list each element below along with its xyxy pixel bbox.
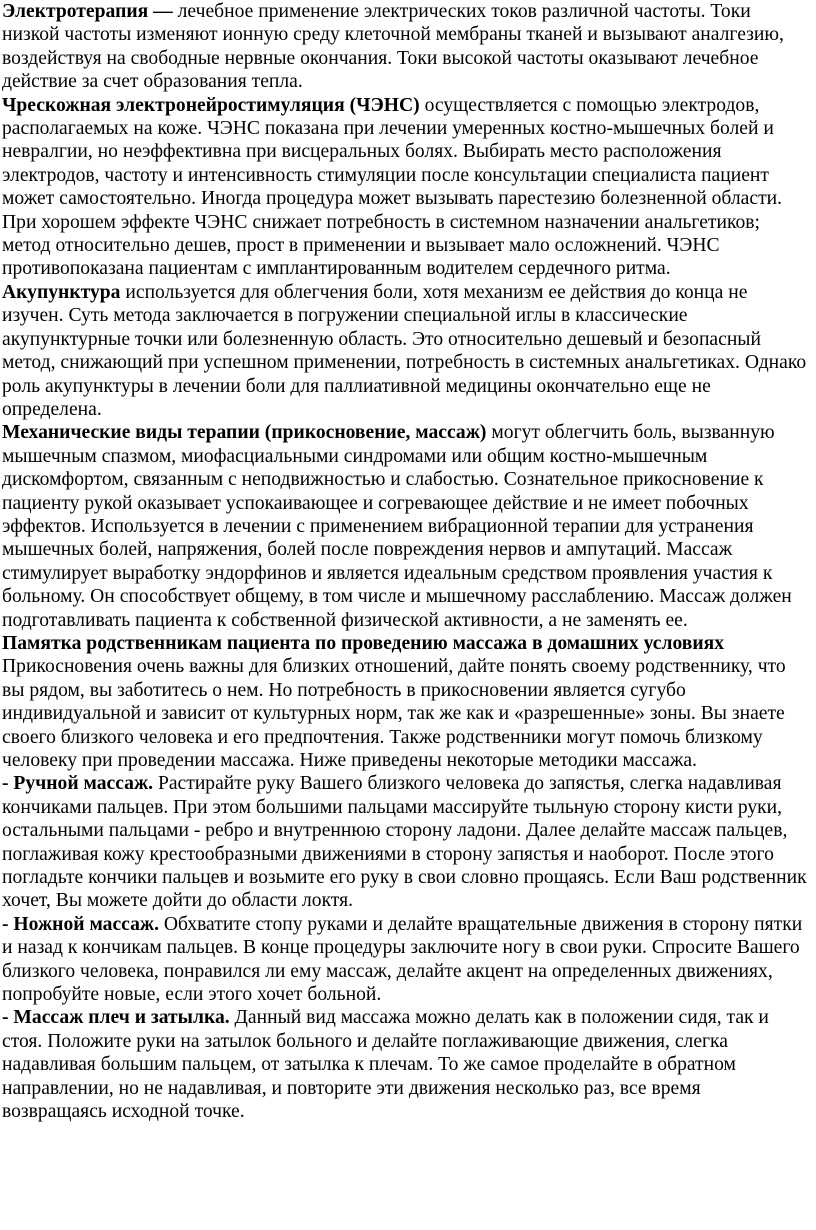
paragraph-text: Прикосновения очень важны для близких отношений, дайте понять своему родственнику, что вы рядом, вы заботитесь о нем. Но потребность в прикосновении является сугубо индивидуальной и зависит от культурных норм, так же как и «разрешенные» зоны. Вы знаете своего близкого человека и его предпочтения. Также родственники могут помочь близкому человеку при проведении массажа. Ниже приведены некоторые методики массажа. — [2, 656, 786, 771]
paragraph-electrotherapy — [2, 0, 810, 94]
paragraph-shoulder-massage — [2, 1006, 810, 1123]
memo-heading — [2, 632, 810, 655]
paragraph-mechanical-therapy — [2, 421, 810, 632]
paragraph-hand-massage — [2, 772, 810, 912]
term-acupuncture: Акупунктура — [2, 281, 121, 303]
paragraph-text: лечебное применение электрических токов различной частоты. Токи низкой частоты изменяют ионную среду клеточной мембраны тканей и вызывают аналгезию, воздействуя на свободные нервные окончания. Токи высокой частоты оказывают лечебное действие за счет образования тепла. — [2, 1, 784, 93]
paragraph-acupuncture — [2, 281, 810, 421]
paragraph-text: Данный вид массажа можно делать как в положении сидя, так и стоя. Положите руки на затылок больного и делайте поглаживающие движения, слегка надавливая большим пальцем, от затылка к плечам. То же самое проделайте в обратном направлении, но не надавливая, и повторите эти движения несколько раз, все время возвращаясь исходной точке. — [2, 1007, 769, 1123]
memo-title: Памятка родственникам пациента по проведению массажа в домашних условиях — [2, 632, 725, 654]
paragraph-text: могут облегчить боль, вызванную мышечным спазмом, миофасциальными синдромами или общим костно-мышечным дискомфортом, связанным с неподвижностью и слабостью. Сознательное прикосновение к пациенту рукой оказывает успокаивающее и согревающее действие и не имеет побочных эффектов. Используется в лечении с применением вибрационной терапии для устранения мышечных болей, напряжения, болей после повреждения нервов и ампутаций. Массаж стимулирует выработку эндорфинов и является идеальным средством проявления участия к больному. Он способствует общему, в том числе и мышечному расслаблению. Массаж должен подготавливать пациента к собственной физической активности, а не заменять ее. — [2, 422, 792, 631]
term-hand-massage: - Ручной массаж. — [2, 773, 154, 795]
paragraph-text: Обхватите стопу руками и делайте вращательные движения в сторону пятки и назад к кончикам пальцев. В конце процедуры заключите ногу в свои руки. Спросите Вашего близкого человека, понравился ли ему массаж, делайте акцент на определенных движениях, попробуйте новые, если этого хочет больной. — [2, 913, 803, 1006]
term-electrotherapy: Электротерапия — — [2, 1, 173, 22]
term-foot-massage: - Ножной массаж. — [2, 913, 159, 935]
paragraph-text: Растирайте руку Вашего близкого человека до запястья, слегка надавливая кончиками пальцев. При этом большими пальцами массируйте тыльную сторону кисти руки, остальными пальцами - ребро и внутреннюю сторону ладони. Далее делайте массаж пальцев, поглаживая кожу крестообразными движениями в сторону запястья и наоборот. После этого погладьте кончики пальцев и возьмите его руку в свои словно прощаясь. Если Ваш родственник хочет, Вы можете дойти до области локтя. — [2, 773, 807, 912]
paragraph-memo-intro — [2, 655, 810, 772]
term-shoulder-massage: - Массаж плеч и затылка. — [2, 1007, 230, 1029]
paragraph-foot-massage — [2, 913, 810, 1007]
term-mechanical-therapy: Механические виды терапии (прикосновение, массаж) — [2, 422, 487, 444]
term-tens: Чрескожная электронейростимуляция (ЧЭНС) — [2, 94, 420, 116]
paragraph-tens — [2, 94, 810, 281]
paragraph-text: осуществляется с помощью электродов, располагаемых на коже. ЧЭНС показана при лечении умеренных костно-мышечных болей и невралгии, но неэффективна при висцеральных болях. Выбирать место расположения электродов, частоту и интенсивность стимуляции после консультации специалиста пациент может самостоятельно. Иногда процедура может вызывать парестезию болезненной области. При хорошем эффекте ЧЭНС снижает потребность в системном назначении анальгетиков; метод относительно дешев, прост в применении и вызывает мало осложнений. ЧЭНС противопоказана пациентам с имплантированным водителем сердечного ритма. — [2, 94, 783, 280]
paragraph-text: используется для облегчения боли, хотя механизм ее действия до конца не изучен. Суть метода заключается в погружении специальной иглы в классические акупунктурные точки или болезненную область. Это относительно дешевый и безопасный метод, снижающий при успешном применении, потребность в системных анальгетиках. Однако роль акупунктуры в лечении боли для паллиативной медицины окончательно еще не определена. — [2, 281, 807, 420]
